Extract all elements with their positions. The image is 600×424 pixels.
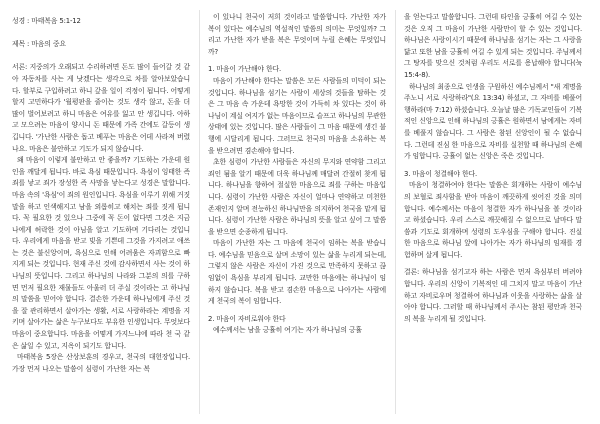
body-paragraph: 예수께서는 남을 긍휼히 여기는 자가 하나님의 긍휼 — [213, 326, 362, 335]
section-heading-2: 2. 마음이 자비로워야 한다 — [208, 314, 286, 323]
body-paragraph: 이 있나니 천국이 저희 것이라고 말씀합니다. 가난한 자가 복이 있다는 예수님의 역설적인 말씀의 의미는 무엇일까? 그리고 가난한 자가 받을 복은 무엇이며 누릴 은혜는 무엇입니까? — [208, 13, 386, 56]
body-paragraph: 마태복음 5장은 산상보훈의 경우고, 천국의 대헌장입니다. 가장 먼저 나오는 말씀이 심령이 가난한 자는 복 — [12, 353, 190, 373]
scripture-reference: 성경 : 마태복음 5:1-12 — [12, 17, 81, 25]
body-paragraph: 마음이 가난한 자는 그 마음에 천국이 임하는 복을 받습니다. 예수님을 믿음으로 살며 소망이 있는 삶을 누리게 되는데, 그렇지 않은 사람은 자신이 가진 것으로 만족하지 못하고 끊임없이 욕심을 부리게 됩니다. 교만한 마음에는 하나님이 임하지 않습니다. 복을 받고 겸손한 마음으로 나아가는 사람에게 천국의 복이 임합니다. — [208, 239, 386, 306]
column-3 — [404, 12, 582, 325]
section-heading-1: 1. 마음이 가난해야 한다. — [208, 65, 281, 74]
conclusion-paragraph: 결론: 하나님을 섬기고자 하는 사람은 먼저 욕심부터 버려야 합니다. 우리의 신앙이 기복적인 데 그치지 말고 마음이 가난하고 자비로우며 청결하여 하나님과 이웃을 사랑하는 삶을 살아야 합니다. 그러할 때 하나님께서 주시는 참된 평안과 천국의 복을 누리게 될 것입니다. — [404, 268, 582, 323]
body-paragraph: 마음이 청결하여야 한다는 말씀은 회개하는 사람이 예수님의 보혈로 죄사함을 받아 마음이 깨끗하게 씻어진 것을 의미합니다. 예수께서는 마음이 청결한 자가 하나님을 볼 것이라고 하셨습니다. 우리 스스로 깨끗해질 수 없으므로 날마다 말씀과 기도로 회개하며 성령의 도우심을 구해야 합니다. 진실한 마음으로 하나님 앞에 나아가는 자가 하나님의 임재를 경험하며 살게 됩니다. — [404, 181, 582, 259]
column-divider — [199, 10, 200, 414]
body-paragraph: 마음이 가난해야 한다는 말씀은 모든 사람들의 미덕이 되는 것입니다. 하나님을 섬기는 사람이 세상의 것들을 탐하는 것은 그 마음 속 가운데 욕망한 것이 가득히 차 있다는 것이 하나님이 계실 여지가 없는 마음이므로 슬프고 하나님의 무관한 상태에 있는 것입니다. 많은 사람들이 그 마음 때문에 생긴 불행에 시달리게 됩니다. 그러므로 천국의 마음을 소유하는 복을 받으려면 겸손해야 합니다. — [208, 76, 386, 155]
section-heading-3: 3. 마음이 청결해야 한다. — [404, 169, 477, 178]
column-1 — [12, 16, 190, 375]
body-paragraph: 초한 심령이 가난한 사람들은 자신의 무지와 연약함 그리고 죄인 됨을 알기 때문에 더욱 하나님께 매달려 간절히 찾게 됩니다. 하나님을 향하여 절실한 마음으로 죄를 구하는 마음입니다. 심령이 가난한 사람은 자신이 얼마나 연약하고 미천한 존재인지 알며 전능하신 하나님만을 의지하여 천국을 맡게 됩니다. 심령이 가난한 사람은 하나님의 뜻을 알고 싶어 그 말씀을 받으면 순종하게 됩니다. — [208, 158, 386, 236]
column-divider — [395, 10, 396, 414]
sermon-title: 제목 : 마음의 중요 — [12, 40, 66, 49]
body-paragraph: 을 얻는다고 말씀합니다. 그런데 타인을 긍휼히 여길 수 있는 것은 오직 그 마음이 가난한 사람만이 할 수 있는 것입니다. 하나님은 사랑이시기 때문에 하나님을 섬기는 자는 그 사랑을 닮고 또한 남을 긍휼히 여길 수 있게 되는 것입니다. 주님께서 그 탕자를 맞으신 것처럼 우리도 서로를 용납해야 합니다(눅15:4-8). — [404, 13, 582, 79]
introduction-paragraph: 서론: 지중의가 오래되고 수리하려면 돈도 많이 들어갈 것 같아 자동차를 사는 게 낫겠다는 생각으로 차를 알아보았습니다. 할부로 구입하려고 하니 갚을 일이 걱정이 됩니다. 어떻게 할지 고민하다가 '월평판을 줄이는 것도 생각 않고, 돈을 더 많이 벌어보려고 하니 마음은 여유를 잃고 안 생깁니다. 아하고 모으려는 마음이 양시니 돈 때문에 가족 간에도 갈등이 생깁니다. '가난한 사람은 돕고 베푸는 마음은 어데 사라져 버렸나요. 마음은 불안하고 기도가 되지 않습니다. — [12, 63, 190, 153]
body-paragraph: 하나님의 최종으로 인생을 구원하신 예수님께서 "새 계명을 주노니 서로 사랑하라"(요 13:34) 하셨고, 그 자비를 베풀어 행하라(마 7:12) 하셨습니다. 오늘날 많은 기독교인들이 기복적인 신앙으로 인해 하나님의 긍휼은 원하면서 남에게는 자비를 베풀지 않습니다. 그 사람은 참된 신앙인이 될 수 없습니다. 그런데 진심 한 마음으로 자비를 실천할 때 하나님의 은혜가 임합니다. 긍휼이 없는 신앙은 죽은 것입니다. — [404, 82, 582, 161]
body-paragraph: 왜 마음이 이렇게 불안하고 안 좋을까? 기도하는 가운데 원인을 깨달게 됩니다. 바로 욕심 때문입니다. 욕심이 잉태한 즉 죄를 낳고 죄가 장성한 즉 사망을 낳는다고 성경은 말합니다. 마음 속의 '욕심'이 죄의 원인입니다. 욕심을 이루기 위해 거짓말을 하고 인색해지고 남을 외롭히고 해치는 죄를 짓게 됩니다. 꼭 필요한 것 있으나 그중에 꼭 돈이 없다면 그것은 지금 나에게 허락한 것이 아님을 알고 기도하며 기다리는 것입니다. 우리에게 마음을 받고 빚을 기쁜데 그것을 가지려고 애쓰는 것은 불신앙이며, 욕심으로 인해 어려움은 자괴함으로 빠지게 되는 것입니다. 현재 주신 것에 감사하면서 사는 것이 하나님의 뜻입니다. 그리고 하나님의 나라와 그분의 의를 구하면 먼저 필요한 재물들도 아울러 더 주실 것이라는 고 하나님의 말씀을 믿어야 합니다. 결손한 가운데 하나님에게 주신 것을 잘 관리하면서 살아가는 생활, 서로 사랑하라는 계명을 지키며 살아가는 삶은 누구보다도 부유한 인생입니다. 무엇보다 마음이 중요합니다. 마음을 어떻게 가지느냐에 따라 천 국 같은 삶일 수 있고, 지옥이 되기도 합니다. — [12, 156, 191, 350]
column-2 — [208, 12, 386, 337]
